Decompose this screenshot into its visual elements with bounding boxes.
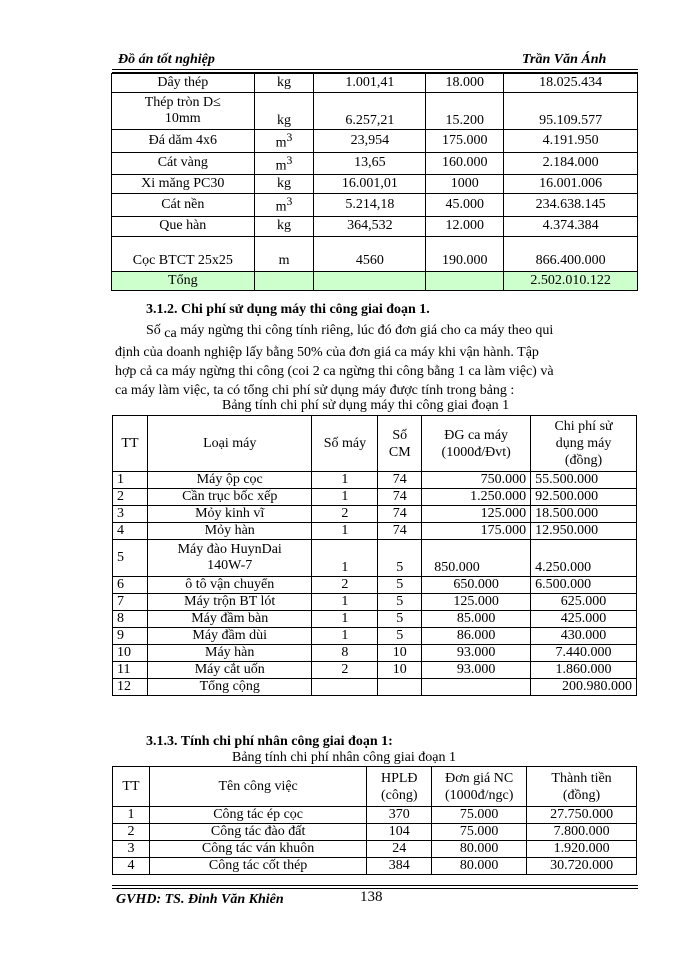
total-value: 2.502.010.122 — [504, 271, 638, 290]
cell-cost: 6.500.000 — [531, 577, 637, 594]
cell-cost: 12.950.000 — [531, 523, 637, 540]
cell-cost: 55.500.000 — [531, 472, 637, 489]
table-header-row — [113, 767, 637, 807]
cell-name: Cần trục bốc xếp — [147, 489, 312, 506]
cell-name: Máy hàn — [147, 645, 312, 662]
cell-tt: 6 — [113, 577, 148, 594]
header-line: CM — [388, 444, 411, 460]
cell-dg: 86.000 — [422, 628, 531, 645]
table-row — [113, 594, 637, 611]
cell-count: 1 — [312, 611, 378, 628]
material-total: 866.400.000 — [504, 236, 638, 271]
table-row — [112, 216, 638, 236]
cell-dg: 93.000 — [422, 662, 531, 679]
cell-dg: 125.000 — [422, 594, 531, 611]
header-line: dụng máy — [555, 436, 612, 451]
cell-name: Máy trộn BT lót — [147, 594, 312, 611]
cell-cm: 10 — [378, 645, 422, 662]
cell-dg: 80.000 — [432, 858, 527, 875]
cell-cm: 5 — [378, 540, 422, 577]
cell-count: 2 — [312, 577, 378, 594]
table-row — [113, 841, 637, 858]
table-row — [113, 807, 637, 824]
table-row — [113, 506, 637, 523]
material-price: 15.200 — [426, 93, 504, 130]
table-header-row — [113, 416, 637, 472]
col-header-cm — [378, 416, 422, 472]
material-qty: 13,65 — [314, 152, 426, 175]
paragraph-line-1 — [146, 321, 636, 340]
cell-dg: 850.000 — [422, 540, 531, 577]
cell-tt: 5 — [113, 540, 148, 577]
material-unit: kg — [254, 93, 314, 130]
cell-tt: 11 — [113, 662, 148, 679]
cell-cost: 430.000 — [531, 628, 637, 645]
cell-name: Máy đầm bàn — [147, 611, 312, 628]
cell-total: 7.800.000 — [527, 824, 637, 841]
material-qty: 364,532 — [314, 216, 426, 236]
cell-cm: 74 — [378, 523, 422, 540]
table-row — [112, 130, 638, 153]
col-header-type: Loại máy — [147, 416, 312, 472]
material-total: 18.025.434 — [504, 74, 638, 93]
col-header-tt: TT — [113, 416, 148, 472]
material-price: 12.000 — [426, 216, 504, 236]
material-unit: kg — [254, 216, 314, 236]
material-total: 4.374.384 — [504, 216, 638, 236]
cell-total: 30.720.000 — [527, 858, 637, 875]
table-row — [112, 236, 638, 271]
empty-cell — [254, 271, 314, 290]
cell-tt: 10 — [113, 645, 148, 662]
col-header-hp — [367, 767, 432, 807]
cell-name: Máy ộp cọc — [147, 472, 312, 489]
material-total: 95.109.577 — [504, 93, 638, 130]
material-qty: 23,954 — [314, 130, 426, 153]
cell-count: 1 — [312, 628, 378, 645]
cell-count: 2 — [312, 506, 378, 523]
empty-cell — [426, 271, 504, 290]
cell-tt: 1 — [113, 807, 150, 824]
table-row — [113, 645, 637, 662]
col-header-cost — [531, 416, 637, 472]
material-unit — [254, 194, 314, 217]
material-total: 2.184.000 — [504, 152, 638, 175]
cell-count: 2 — [312, 662, 378, 679]
cell-cm: 74 — [378, 472, 422, 489]
cell-dg: 650.000 — [422, 577, 531, 594]
cell-count: 1 — [312, 540, 378, 577]
table-row — [112, 93, 638, 130]
material-name: Que hàn — [112, 216, 255, 236]
material-unit — [254, 130, 314, 153]
material-price: 175.000 — [426, 130, 504, 153]
table-row — [113, 540, 637, 577]
cell-dg: 125.000 — [422, 506, 531, 523]
material-name: Cát nền — [112, 194, 255, 217]
cell-name: Công tác đào đất — [149, 824, 366, 841]
unit-base: m — [275, 158, 287, 174]
footer-rule — [112, 885, 638, 886]
header-line: (1000đ/ngc) — [444, 787, 514, 803]
cell-total: 27.750.000 — [527, 807, 637, 824]
cell-tt: 4 — [113, 858, 150, 875]
header-line: (đồng) — [564, 453, 603, 468]
cell-cm: 74 — [378, 489, 422, 506]
header-line: Thành tiền — [551, 770, 612, 786]
material-name-line1: Thép tròn D≤ — [144, 95, 221, 110]
cell-name: Máy đầm dùi — [147, 628, 312, 645]
cell-name: Máy cắt uốn — [147, 662, 312, 679]
material-name: Cát vàng — [112, 152, 255, 175]
material-unit: kg — [254, 175, 314, 194]
header-right: Trần Văn Ánh — [522, 52, 607, 67]
cell-hp: 24 — [367, 841, 432, 858]
cell-cost: 625.000 — [531, 594, 637, 611]
header-line: Số — [392, 427, 408, 443]
material-qty: 16.001,01 — [314, 175, 426, 194]
material-total: 16.001.006 — [504, 175, 638, 194]
cell-name — [147, 540, 312, 577]
paragraph-line-2: định của doanh nghiệp lấy bằng 50% của đơn giá ca máy khi vận hành. Tập — [115, 345, 539, 360]
cell-count: 1 — [312, 594, 378, 611]
table-row — [112, 74, 638, 93]
cell-count: 1 — [312, 523, 378, 540]
unit-superscript: 3 — [286, 153, 293, 167]
unit-superscript: 3 — [286, 195, 293, 209]
cell-cm: 5 — [378, 594, 422, 611]
cell-count: 1 — [312, 489, 378, 506]
material-name: Cọc BTCT 25x25 — [112, 236, 255, 271]
table-row — [113, 628, 637, 645]
cell-tt: 2 — [113, 489, 148, 506]
paragraph-line-3: hợp cả ca máy ngừng thi công (coi 2 ca ngừng thi công bằng 1 ca làm việc) và — [115, 364, 554, 379]
cell-cm: 5 — [378, 611, 422, 628]
para-text: máy ngừng thi công tính riêng, lúc đó đơn giá cho ca máy theo qui — [176, 323, 554, 338]
unit-base: m — [275, 135, 287, 151]
material-total: 4.191.950 — [504, 130, 638, 153]
table-row — [112, 152, 638, 175]
table-row — [113, 858, 637, 875]
header-line: (công) — [380, 787, 418, 803]
cell-total: 1.920.000 — [527, 841, 637, 858]
header-line: ĐG ca máy — [444, 427, 509, 443]
para-text: Số — [146, 323, 165, 338]
footer-advisor: GVHD: TS. Đinh Văn Khiên — [116, 892, 284, 907]
material-name — [112, 93, 255, 130]
empty-cell — [312, 679, 378, 696]
cell-cost: 4.250.000 — [531, 540, 637, 577]
cell-tt: 7 — [113, 594, 148, 611]
machines-table — [112, 415, 637, 696]
material-unit: m — [254, 236, 314, 271]
section-title-312: 3.1.2. Chi phí sử dụng máy thi công giai đoạn 1. — [146, 302, 430, 317]
col-header-name: Tên công việc — [149, 767, 366, 807]
cell-cm: 10 — [378, 662, 422, 679]
section-title-313: 3.1.3. Tính chi phí nhân công giai đoạn 1: — [146, 734, 393, 749]
cell-dg: 75.000 — [432, 824, 527, 841]
total-label: Tổng — [112, 271, 255, 290]
cell-cost: 18.500.000 — [531, 506, 637, 523]
cell-dg: 80.000 — [432, 841, 527, 858]
total-label: Tổng cộng — [147, 679, 312, 696]
cell-dg: 85.000 — [422, 611, 531, 628]
col-header-tt: TT — [113, 767, 150, 807]
cell-tt: 2 — [113, 824, 150, 841]
labor-table — [112, 766, 637, 875]
cell-cm: 5 — [378, 577, 422, 594]
cell-hp: 104 — [367, 824, 432, 841]
cell-tt: 12 — [113, 679, 148, 696]
material-qty: 1.001,41 — [314, 74, 426, 93]
paragraph-line-4: ca máy làm việc, ta có tổng chi phí sử dụng máy được tính trong bảng : — [115, 383, 515, 398]
name-line: 140W-7 — [207, 558, 253, 573]
material-name-line2: 10mm — [164, 111, 201, 126]
material-qty: 4560 — [314, 236, 426, 271]
name-line: Máy đào HuynDai — [177, 542, 282, 557]
cell-name: Công tác ván khuôn — [149, 841, 366, 858]
col-header-dg — [422, 416, 531, 472]
material-name: Xi măng PC30 — [112, 175, 255, 194]
material-price: 18.000 — [426, 74, 504, 93]
material-price: 190.000 — [426, 236, 504, 271]
cell-dg: 1.250.000 — [422, 489, 531, 506]
table-row — [113, 523, 637, 540]
cell-name: Công tác ép cọc — [149, 807, 366, 824]
header-line: Đơn giá NC — [445, 770, 514, 786]
material-price: 160.000 — [426, 152, 504, 175]
header-line: Chi phí sử — [554, 419, 613, 434]
cell-cm: 5 — [378, 628, 422, 645]
total-row — [113, 679, 637, 696]
empty-cell — [314, 271, 426, 290]
cell-hp: 384 — [367, 858, 432, 875]
col-header-count: Số máy — [312, 416, 378, 472]
cell-hp: 370 — [367, 807, 432, 824]
cell-dg: 175.000 — [422, 523, 531, 540]
col-header-total — [527, 767, 637, 807]
table-row — [113, 472, 637, 489]
table-caption-machines: Bảng tính chi phí sử dụng máy thi công giai đoạn 1 — [222, 398, 510, 413]
material-qty: 5.214,18 — [314, 194, 426, 217]
cell-count: 8 — [312, 645, 378, 662]
cell-tt: 3 — [113, 506, 148, 523]
cell-tt: 8 — [113, 611, 148, 628]
empty-cell — [422, 679, 531, 696]
cell-dg: 75.000 — [432, 807, 527, 824]
unit-base: m — [275, 199, 287, 215]
cell-tt: 3 — [113, 841, 150, 858]
material-price: 1000 — [426, 175, 504, 194]
header-left: Đồ án tốt nghiệp — [118, 52, 215, 67]
para-text: ca — [164, 326, 177, 341]
table-row — [113, 489, 637, 506]
cell-cm: 74 — [378, 506, 422, 523]
cell-tt: 1 — [113, 472, 148, 489]
table-row — [112, 175, 638, 194]
material-price: 45.000 — [426, 194, 504, 217]
page-number: 138 — [360, 889, 383, 905]
table-row — [113, 611, 637, 628]
material-total: 234.638.145 — [504, 194, 638, 217]
cell-count: 1 — [312, 472, 378, 489]
cell-cost: 7.440.000 — [531, 645, 637, 662]
cell-tt: 9 — [113, 628, 148, 645]
header-line: (đồng) — [562, 787, 601, 803]
header-line: HPLĐ — [380, 770, 418, 786]
cell-dg: 93.000 — [422, 645, 531, 662]
table-row — [113, 577, 637, 594]
total-row — [112, 271, 638, 290]
cell-cost: 425.000 — [531, 611, 637, 628]
table-row — [113, 824, 637, 841]
cell-name: ô tô vận chuyển — [147, 577, 312, 594]
header-line: (1000đ/Đvt) — [441, 444, 511, 460]
col-header-dg — [432, 767, 527, 807]
cell-tt: 4 — [113, 523, 148, 540]
table-row — [113, 662, 637, 679]
material-name: Dây thép — [112, 74, 255, 93]
cell-name: Công tác cốt thép — [149, 858, 366, 875]
material-unit: kg — [254, 74, 314, 93]
unit-superscript: 3 — [286, 131, 293, 144]
cell-cost: 1.860.000 — [531, 662, 637, 679]
material-unit — [254, 152, 314, 175]
header-rule — [112, 69, 638, 70]
material-qty: 6.257,21 — [314, 93, 426, 130]
cell-dg: 750.000 — [422, 472, 531, 489]
materials-table — [111, 73, 638, 291]
total-value: 200.980.000 — [531, 679, 637, 696]
cell-name: Mỏy hàn — [147, 523, 312, 540]
table-caption-labor: Bảng tính chi phí nhân công giai đoạn 1 — [232, 750, 456, 765]
empty-cell — [378, 679, 422, 696]
material-name: Đá dăm 4x6 — [112, 130, 255, 153]
cell-name: Mỏy kinh vĩ — [147, 506, 312, 523]
cell-cost: 92.500.000 — [531, 489, 637, 506]
table-row — [112, 194, 638, 217]
